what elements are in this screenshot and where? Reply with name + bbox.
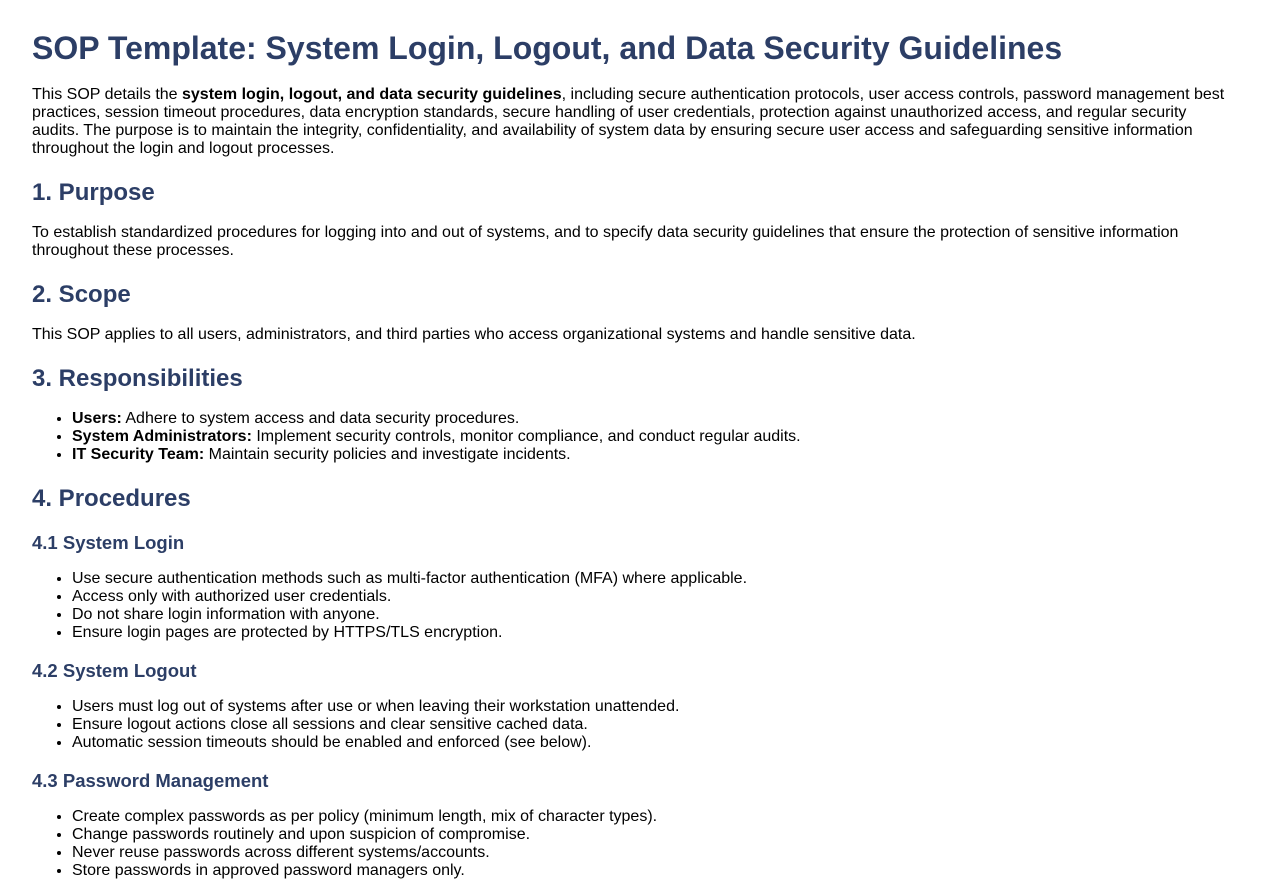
list-item: • Never reuse passwords across different systems/accounts.	[72, 844, 1231, 862]
list-item: • Automatic session timeouts should be enabled and enforced (see below).	[72, 734, 1231, 752]
role-label: IT Security Team:	[72, 446, 205, 463]
role-text: Implement security controls, monitor compliance, and conduct regular audits.	[251, 428, 801, 445]
role-text: Adhere to system access and data security procedures.	[121, 410, 520, 427]
responsibilities-heading: 3. Responsibilities	[32, 365, 243, 392]
procedures-heading: 4. Procedures	[32, 485, 191, 512]
list-item: • Use secure authentication methods such as multi-factor authentication (MFA) where applicable.	[72, 570, 1231, 588]
logout-heading: 4.2 System Logout	[32, 660, 197, 681]
list-item	[72, 428, 1231, 446]
list-item: • Create complex passwords as per policy (minimum length, mix of character types).	[72, 808, 1231, 826]
purpose-heading: 1. Purpose	[32, 179, 155, 206]
list-item: • Do not share login information with anyone.	[72, 606, 1231, 624]
password-heading: 4.3 Password Management	[32, 770, 269, 791]
scope-text: This SOP applies to all users, administrators, and third parties who access organizational systems and handle sensitive data.	[32, 326, 916, 343]
responsibilities-list	[32, 410, 1231, 464]
intro-bold: system login, logout, and data security guidelines	[182, 86, 562, 103]
login-heading: 4.1 System Login	[32, 532, 185, 553]
intro-lead: This SOP details the	[32, 86, 182, 103]
purpose-text: To establish standardized procedures for logging into and out of systems, and to specify data security guidelines that ensure the protection of sensitive information throughout these processes.	[32, 224, 1179, 259]
logout-list	[32, 698, 1231, 752]
list-item	[72, 410, 1231, 428]
role-label: Users:	[72, 410, 122, 427]
list-item: • Users must log out of systems after use or when leaving their workstation unattended.	[72, 698, 1231, 716]
page-title: SOP Template: System Login, Logout, and Data Security Guidelines	[32, 30, 1063, 66]
role-label: System Administrators:	[72, 428, 252, 445]
intro-rest: , including secure authentication protocols, user access controls, password management best practices, session timeout procedures, data encryption standards, secure handling of user credentials, protection against unauthorized access, and regular security audits. The purpose is to maintain the integrity, confidentiality, and availability of system data by ensuring secure user access and safeguarding sensitive information throughout the login and logout processes.	[32, 86, 1225, 157]
intro-paragraph	[32, 86, 1231, 158]
login-list	[32, 570, 1231, 642]
role-text: Maintain security policies and investigate incidents.	[204, 446, 571, 463]
list-item: • Access only with authorized user credentials.	[72, 588, 1231, 606]
list-item: • Store passwords in approved password managers only.	[72, 862, 1231, 880]
list-item	[72, 446, 1231, 464]
scope-heading: 2. Scope	[32, 281, 131, 308]
list-item: • Ensure login pages are protected by HTTPS/TLS encryption.	[72, 624, 1231, 642]
list-item: • Change passwords routinely and upon suspicion of compromise.	[72, 826, 1231, 844]
list-item: • Ensure logout actions close all sessions and clear sensitive cached data.	[72, 716, 1231, 734]
password-list	[32, 808, 1231, 880]
